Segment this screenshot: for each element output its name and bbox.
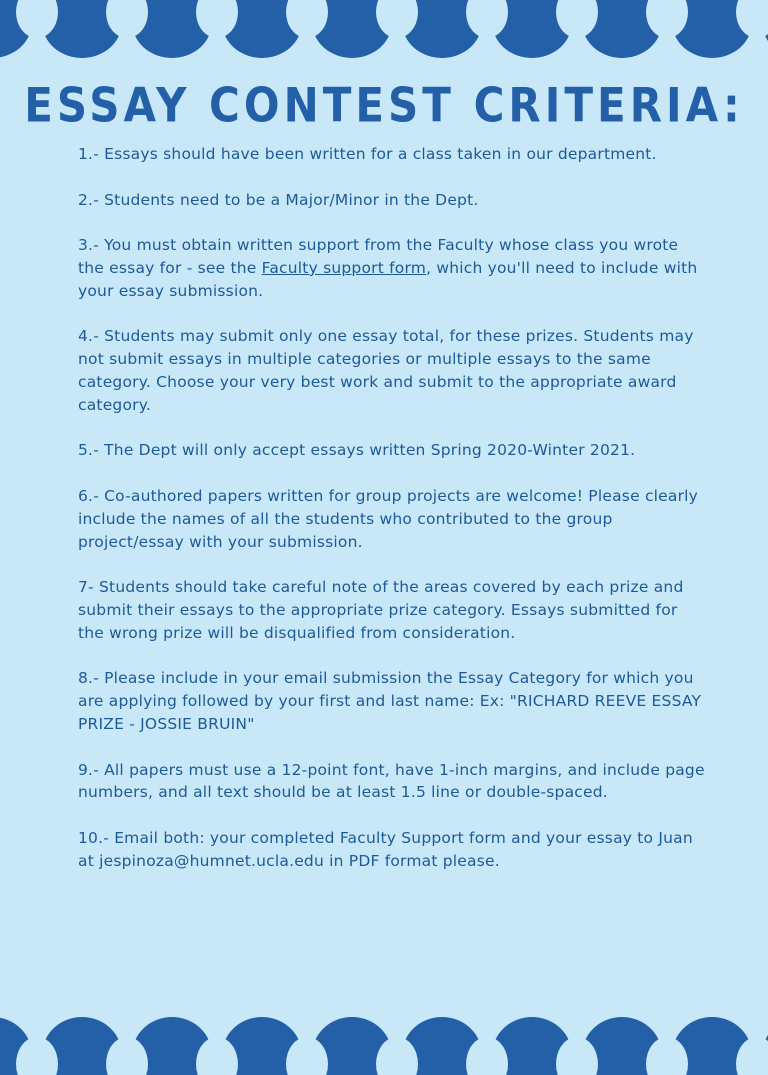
criterion-item [78,576,708,644]
criterion-number: 3.- [78,236,99,255]
criterion-text: You must obtain written support from the Faculty whose class you wrote the essay for - see the [78,236,679,277]
criterion-number: 6.- [78,486,99,505]
criteria-list [78,143,708,895]
criterion-item [78,759,708,805]
criterion-number: 2.- [78,190,99,209]
criterion-item [78,667,708,735]
criterion-text: Students may submit only one essay total, for these prizes. Students may not submit essays in multiple categories or multiple essays to the same category. Choose your very best work and submit to the appropriate award category. [78,327,694,414]
criterion-text: , which you'll need to include with your essay submission. [78,258,698,300]
page-title: ESSAY CONTEST CRITERIA: [24,78,744,133]
criterion-text: All papers must use a 12-point font, have 1-inch margins, and include page numbers, and all text should be at least 1.5 line or double-spaced. [78,760,705,802]
criterion-number: 7- [78,578,94,597]
criterion-text: Co-authored papers written for group projects are welcome! Please clearly include the names of all the students who contributed to the group project/essay with your submission. [78,486,699,551]
criterion-item [78,189,708,212]
criterion-number: 5.- [78,441,99,460]
criterion-number: 10.- [78,828,110,847]
criterion-text: Students need to be a Major/Minor in the Dept. [104,190,479,209]
criterion-text: Email both: your completed Faculty Support form and your essay to Juan at jespinoza@humnet.ucla.edu in PDF format please. [78,828,693,870]
criterion-number: 9.- [78,760,99,779]
criterion-number: 8.- [78,669,99,688]
criterion-item [78,439,708,462]
criterion-item [78,234,708,302]
criterion-text: Students should take careful note of the areas covered by each prize and submit their essays to the appropriate prize category. Essays submitted for the wrong prize will be disqualified from consideration. [78,578,684,642]
criterion-item [78,325,708,416]
criterion-item [78,485,708,553]
scallop-border-bottom [0,1000,768,1075]
criterion-item [78,827,708,873]
criterion-item [78,143,708,166]
criterion-text: The Dept will only accept essays written Spring 2020-Winter 2021. [104,441,636,460]
criterion-text: Please include in your email submission the Essay Category for which you are applying followed by your first and last name: Ex: "RICHARD REEVE ESSAY PRIZE - JOSSIE BRUIN" [78,669,702,733]
criterion-number: 4.- [78,327,99,346]
faculty-support-form-link[interactable]: Faculty support form [261,258,427,277]
criterion-number: 1.- [78,145,99,163]
scallop-border-top [0,0,768,70]
criterion-text: Essays should have been written for a class taken in our department. [104,145,657,163]
